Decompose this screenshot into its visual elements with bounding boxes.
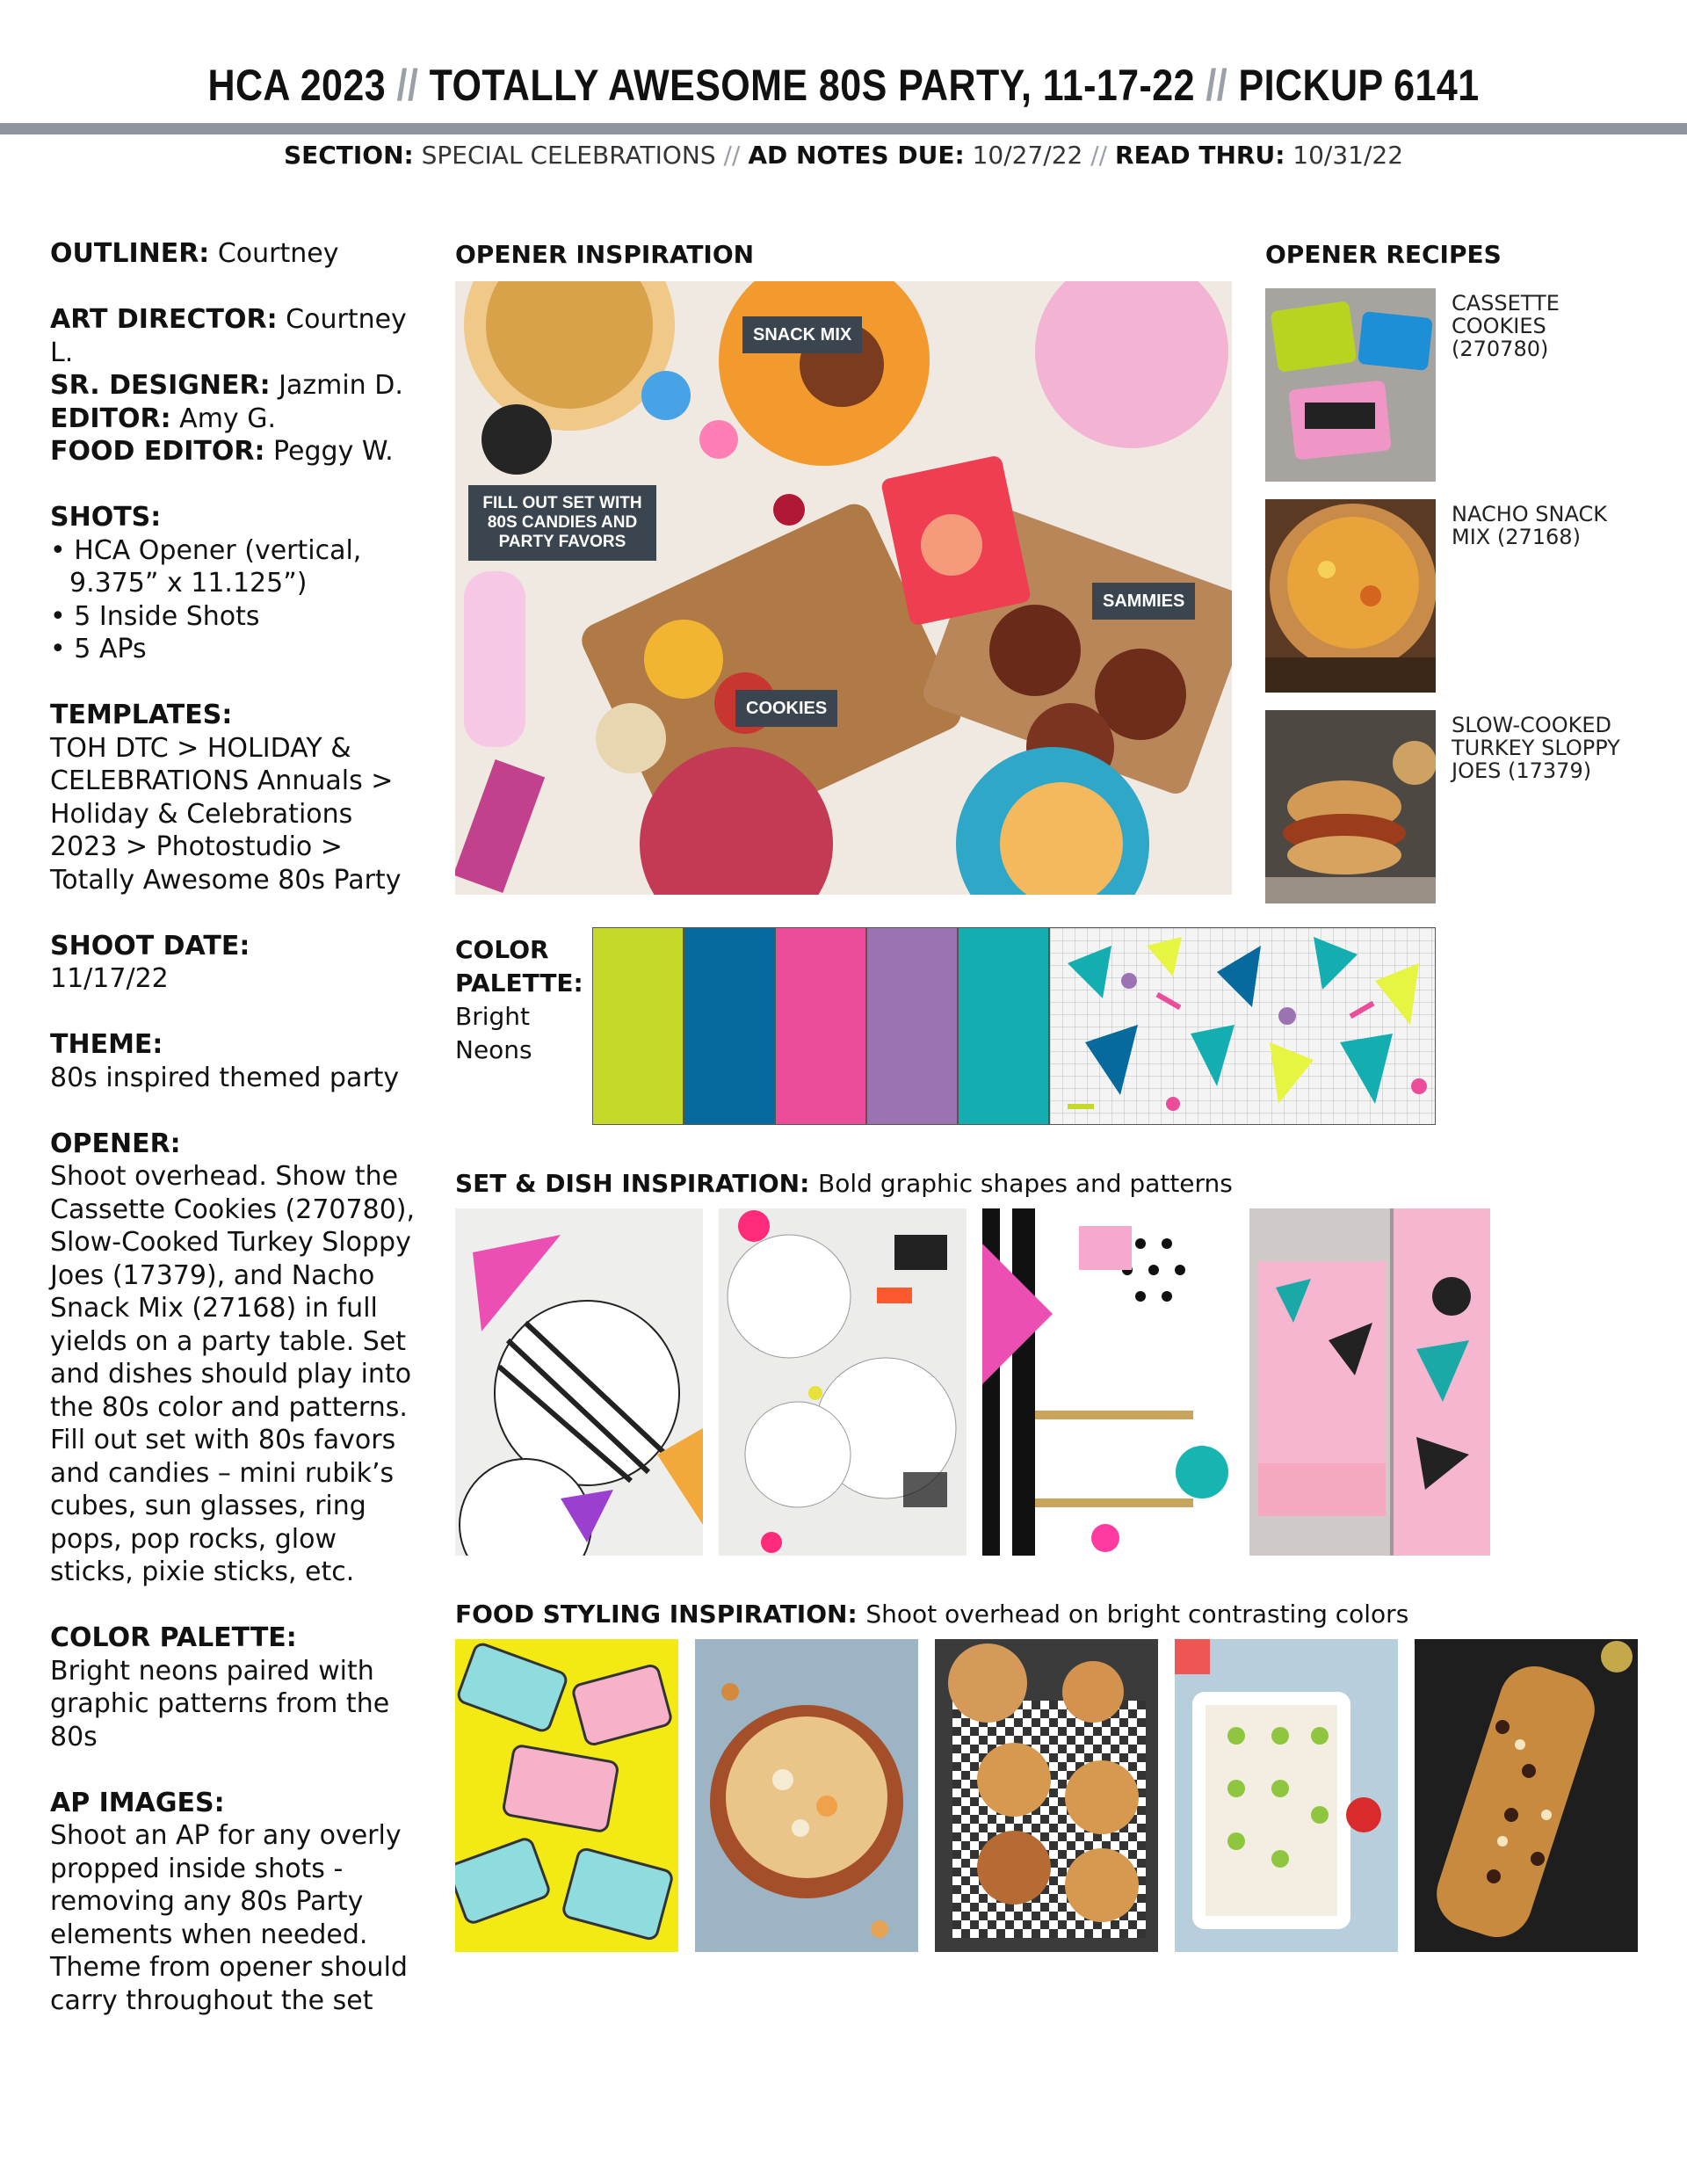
ap-images-label: AP IMAGES: (50, 1787, 225, 1818)
food-inspiration-image-5 (1415, 1639, 1638, 1952)
food-styling-subheading: Shoot overhead on bright contrasting colors (865, 1600, 1409, 1629)
sloppy-joes-tray-illustration (935, 1639, 1158, 1952)
subtitle-separator: // (1090, 141, 1108, 170)
title-part-3: PICKUP 6141 (1238, 61, 1480, 110)
subtitle (0, 141, 1687, 170)
patterned-cake-illustration (1249, 1208, 1490, 1556)
set-inspiration-image-1 (455, 1208, 703, 1556)
food-styling-heading-label: FOOD STYLING INSPIRATION: (455, 1600, 858, 1629)
lime-bars-illustration (1175, 1639, 1398, 1952)
set-dish-heading-label: SET & DISH INSPIRATION: (455, 1169, 810, 1198)
sr-designer-label: SR. DESIGNER: (50, 370, 271, 401)
palette-label-line: PALETTE: (455, 969, 583, 998)
food-inspiration-image-3 (935, 1639, 1158, 1952)
read-thru-value: 10/31/22 (1292, 141, 1404, 170)
ad-notes-value: 10/27/22 (972, 141, 1083, 170)
set-dish-heading (455, 1169, 1233, 1198)
sloppy-joes-illustration (1265, 710, 1436, 903)
templates-label: TEMPLATES: (50, 700, 233, 730)
theme-label: THEME: (50, 1029, 163, 1060)
color-palette-label: COLOR PALETTE: (50, 1622, 297, 1653)
color-swatch (775, 927, 866, 1125)
sr-designer-value: Jazmin D. (279, 370, 403, 401)
set-inspiration-image-2 (719, 1208, 967, 1556)
cookies-tag: COOKIES (735, 690, 837, 727)
cassette-cookies-yellow-illustration (455, 1639, 678, 1952)
opener-recipes-heading: OPENER RECIPES (1265, 240, 1502, 269)
food-inspiration-image-1 (455, 1639, 678, 1952)
shots-label: SHOTS: (50, 502, 162, 533)
opener-inspiration-heading: OPENER INSPIRATION (455, 240, 755, 269)
color-swatch (866, 927, 958, 1125)
read-thru-label: READ THRU: (1115, 141, 1285, 170)
theme-value: 80s inspired themed party (50, 1062, 400, 1093)
art-director-value: Courtney L. (50, 304, 407, 368)
ad-notes-label: AD NOTES DUE: (748, 141, 965, 170)
color-palette-value: Bright neons paired with graphic patterns from the 80s (50, 1655, 390, 1752)
color-swatch (684, 927, 775, 1125)
opener-label: OPENER: (50, 1128, 181, 1159)
templates-value: TOH DTC > HOLIDAY & CELEBRATIONS Annuals > Holiday & Celebrations 2023 > Photostudio > Totally Awesome 80s Party (50, 732, 402, 896)
nacho-snack-mix-illustration (1265, 499, 1436, 693)
palette-label-line: Bright (455, 1002, 530, 1031)
title-part-1: HCA 2023 (207, 61, 387, 110)
title-separator: // (396, 61, 419, 110)
food-editor-value: Peggy W. (273, 436, 394, 467)
food-inspiration-image-2 (695, 1639, 918, 1952)
memphis-pattern-illustration (1050, 928, 1436, 1125)
shots-item: • HCA Opener (vertical, 9.375” x 11.125”) (50, 534, 362, 599)
cassette-cookies-image (1265, 288, 1436, 482)
fill-out-set-tag: FILL OUT SET WITH 80S CANDIES AND PARTY FAVORS (468, 485, 656, 561)
palette-label (455, 933, 583, 1067)
memphis-pattern-swatch (1049, 927, 1436, 1125)
food-editor-label: FOOD EDITOR: (50, 436, 265, 467)
section-value: SPECIAL CELEBRATIONS (421, 141, 716, 170)
left-column (50, 237, 428, 2017)
plates-illustration (455, 1208, 703, 1556)
editor-value: Amy G. (179, 403, 276, 434)
set-inspiration-image-4 (1249, 1208, 1490, 1556)
header-divider (0, 123, 1687, 134)
sammies-tag: SAMMIES (1092, 583, 1195, 620)
recipe-nacho-snack-mix: NACHO SNACK MIX (27168) (1452, 502, 1607, 549)
section-label: SECTION: (283, 141, 414, 170)
subtitle-separator: // (723, 141, 741, 170)
ap-images-value: Shoot an AP for any overly propped inside shots - removing any 80s Party elements when needed. Theme from opener should carry throughout the set (50, 1820, 408, 2016)
set-inspiration-image-3 (982, 1208, 1230, 1556)
food-inspiration-image-4 (1175, 1639, 1398, 1952)
shots-item: • 5 APs (50, 634, 147, 664)
outliner-value: Courtney (217, 238, 339, 269)
grid-plates-illustration (719, 1208, 967, 1556)
outliner-label: OUTLINER: (50, 238, 210, 269)
color-swatch (592, 927, 684, 1125)
shoot-date-label: SHOOT DATE: (50, 930, 250, 961)
shoot-date-value: 11/17/22 (50, 963, 169, 994)
flatbread-illustration (1415, 1639, 1638, 1952)
opener-value: Shoot overhead. Show the Cassette Cookies (270780), Slow-Cooked Turkey Sloppy Joes (17379), and Nacho Snack Mix (27168) in full yields on a party table. Set and dishes should play into the 80s color and patterns. Fill out set with 80s favors and candies – mini rubik’s cubes, sun glasses, ring pops, pop rocks, glow sticks, pixie sticks, etc. (50, 1161, 416, 1587)
nacho-snack-mix-image (1265, 499, 1436, 693)
page-title (118, 60, 1568, 111)
palette-label-line: Neons (455, 1035, 532, 1064)
shots-item: • 5 Inside Shots (50, 600, 260, 632)
food-styling-heading (455, 1600, 1408, 1629)
editor-label: EDITOR: (50, 403, 171, 434)
sloppy-joes-image (1265, 710, 1436, 903)
cassette-cookies-illustration (1265, 288, 1436, 482)
snack-mix-tag: SNACK MIX (742, 316, 862, 353)
set-dish-subheading: Bold graphic shapes and patterns (818, 1169, 1233, 1198)
title-separator: // (1206, 61, 1228, 110)
palette-label-line: COLOR (455, 935, 549, 964)
art-director-label: ART DIRECTOR: (50, 304, 278, 335)
recipe-cassette-cookies: CASSETTE COOKIES (270780) (1452, 291, 1560, 361)
color-swatch (958, 927, 1049, 1125)
snack-mix-bowl-illustration (695, 1639, 918, 1952)
title-part-2: TOTALLY AWESOME 80S PARTY, 11-17-22 (429, 61, 1195, 110)
recipe-sloppy-joes: SLOW-COOKED TURKEY SLOPPY JOES (17379) (1452, 713, 1620, 783)
bar-cart-illustration (982, 1208, 1230, 1556)
